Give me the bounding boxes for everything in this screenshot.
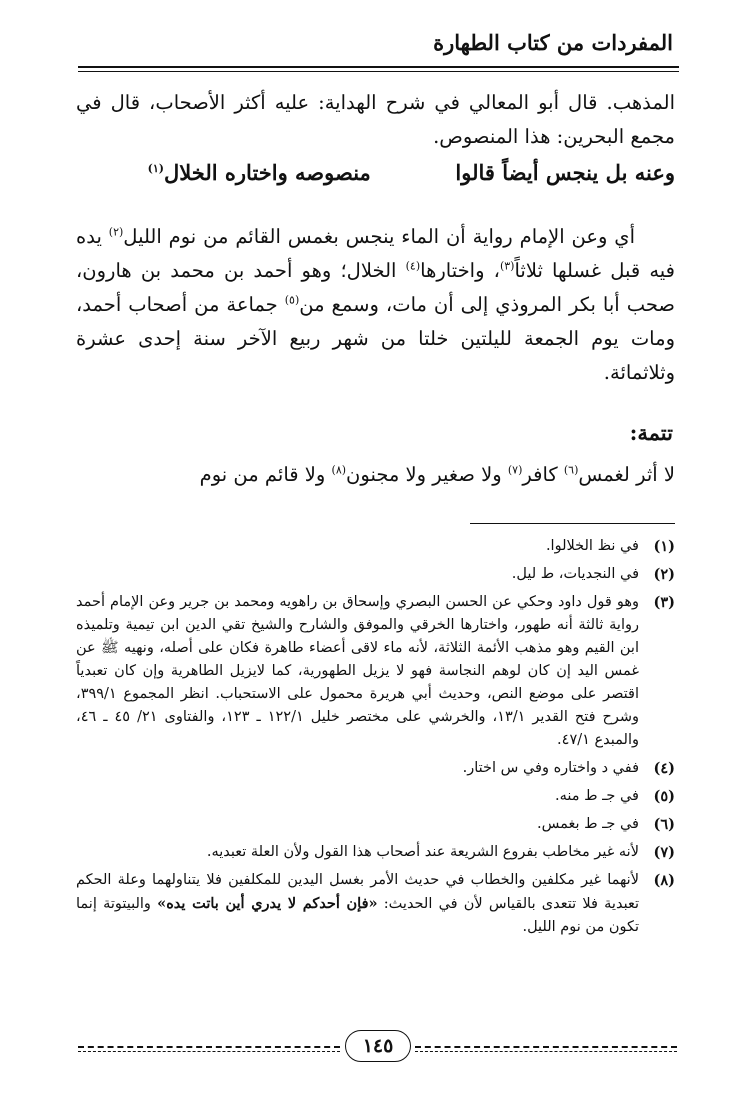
text-run: ولا صغير ولا مجنون <box>346 463 508 486</box>
text-run: ، واختارها <box>420 259 500 282</box>
footnote-item <box>76 757 675 780</box>
footnote-item <box>76 813 675 836</box>
footnote-ref[interactable]: (٧) <box>507 463 523 477</box>
text-run: لأنهما غير مكلفين والخطاب في حديث الأمر بغسل اليدين للمكلفين فلا يتناولهما وعلة الحكم تعبدية فلا تتعدى بالقياس لأن في الحديث: <box>76 872 639 912</box>
header-divider <box>78 66 679 72</box>
poem-verse <box>76 160 675 185</box>
text-run: ولا قائم من نوم <box>199 463 332 486</box>
footnote-ref[interactable]: (٢) <box>108 225 124 239</box>
text-run: والبيتوتة إنما تكون من نوم الليل. <box>76 896 639 935</box>
text-run: يده فيه قبل غسلها ثلاثاً <box>76 225 675 282</box>
footnote-number: (٨) <box>653 872 675 889</box>
footnote-text: لأنه غير مخاطب بفروع الشريعة عند أصحاب هذا القول ولأن العلة تعبديه. <box>206 844 639 860</box>
footnote-ref[interactable]: (٨) <box>331 463 347 477</box>
footnote-item <box>76 535 675 558</box>
footnote-number: (٥) <box>653 788 675 805</box>
footnote-text: في جـ ط منه. <box>555 788 639 804</box>
intro-text: المذهب. قال أبو المعالي في شرح الهداية: عليه أكثر الأصحاب، قال في مجمع البحرين: هذا المنصوص. <box>76 91 675 148</box>
footnote-number: (٦) <box>653 816 675 833</box>
tatimma-text <box>76 458 675 492</box>
page-title: المفردات من كتاب الطهارة <box>433 30 673 55</box>
footnote-text: ففي د واختاره وفي س اختار. <box>462 760 639 776</box>
footnote-ref[interactable]: (٣) <box>499 259 515 273</box>
footnote-item <box>76 841 675 864</box>
footnote-item <box>76 785 675 808</box>
text-run: الخلال؛ وهو أحمد بن محمد بن هارون، صحب أبا بكر المروذي إلى أن مات، وسمع من <box>76 259 675 316</box>
footer-rule-right <box>415 1046 677 1048</box>
footnote-text: في جـ ط بغمس. <box>537 816 639 832</box>
footnote-text: في نظ الخلالوا. <box>545 538 639 554</box>
footnote-ref[interactable]: (١) <box>147 162 165 175</box>
footnote-number: (٧) <box>653 844 675 861</box>
footnote-number: (٤) <box>653 760 675 777</box>
footnote-item <box>76 563 675 586</box>
footnote-item <box>76 869 675 939</box>
footnotes-list <box>76 535 675 944</box>
page-number: ١٤٥ <box>345 1030 411 1062</box>
hadith-quote: «فإن أحدكم لا يدري أين باتت يده» <box>157 895 378 912</box>
section-heading: تتمة: <box>629 420 673 445</box>
footnote-text: وهو قول داود وحكي عن الحسن البصري وإسحاق بن راهويه ومحمد بن جرير وعن الإمام أحمد رواية ثالثة أنه طهور، واختارها الخرقي والموفق والشارح والشيخ تقي الدين ابن تيمية وتلميذه ابن القيم وهو مذهب الأئمة الثلاثة، لأنه ماء لاقى أعضاء طاهرة فكان على أصله، ونهيه ﷺ عن غمس اليد إن كان لوهم النجاسة فهو لا يزيل الطهورية، كما لايزيل الطاهرية وإن كان تعبدياً اقتصر على موضع النص، وحديث أبي هريرة محمول على الاستحباب. انظر المجموع ٣٩٩/١، وشرح فتح القدير ١٣/١، والخرشي على مختصر خليل ١٢٢/١ ـ ١٢٣، والفتاوى ٢١/ ٤٥ ـ ٤٦، والمبدع ٤٧/١. <box>76 594 640 748</box>
footer-rule-right-thin <box>415 1051 677 1052</box>
footer-rule-left-thin <box>78 1051 340 1052</box>
footnote-text <box>76 869 639 939</box>
commentary-paragraph <box>76 220 675 390</box>
commentary-text <box>76 220 675 390</box>
text-run: أي وعن الإمام رواية أن الماء ينجس بغمس القائم من نوم الليل <box>123 225 635 248</box>
footer-rule-left <box>78 1046 340 1048</box>
footnote-text: في النجديات، ط ليل. <box>511 566 639 582</box>
text-run: لا أثر لغمس <box>578 463 675 486</box>
text-run: جماعة من أصحاب أحمد، ومات يوم الجمعة لليلتين خلتا من شهر ربيع الآخر سنة إحدى عشرة وثلاثمائة. <box>76 293 675 384</box>
footnote-number: (٢) <box>653 566 675 583</box>
footnote-ref[interactable]: (٦) <box>563 463 579 477</box>
poem-hemistich-1: وعنه بل ينجس أيضاً قالوا <box>455 160 675 185</box>
footnote-ref[interactable]: (٤) <box>405 259 421 273</box>
footnote-ref[interactable]: (٥) <box>284 293 300 307</box>
text-run: كافر <box>522 463 564 486</box>
footnote-item <box>76 591 675 752</box>
tatimma-paragraph <box>76 458 675 492</box>
footnote-separator <box>470 523 675 524</box>
footnote-number: (٣) <box>653 594 675 611</box>
poem-hemistich-2: منصوصه واختاره الخلال <box>164 160 371 185</box>
footnote-number: (١) <box>653 538 675 555</box>
intro-paragraph <box>76 86 675 154</box>
